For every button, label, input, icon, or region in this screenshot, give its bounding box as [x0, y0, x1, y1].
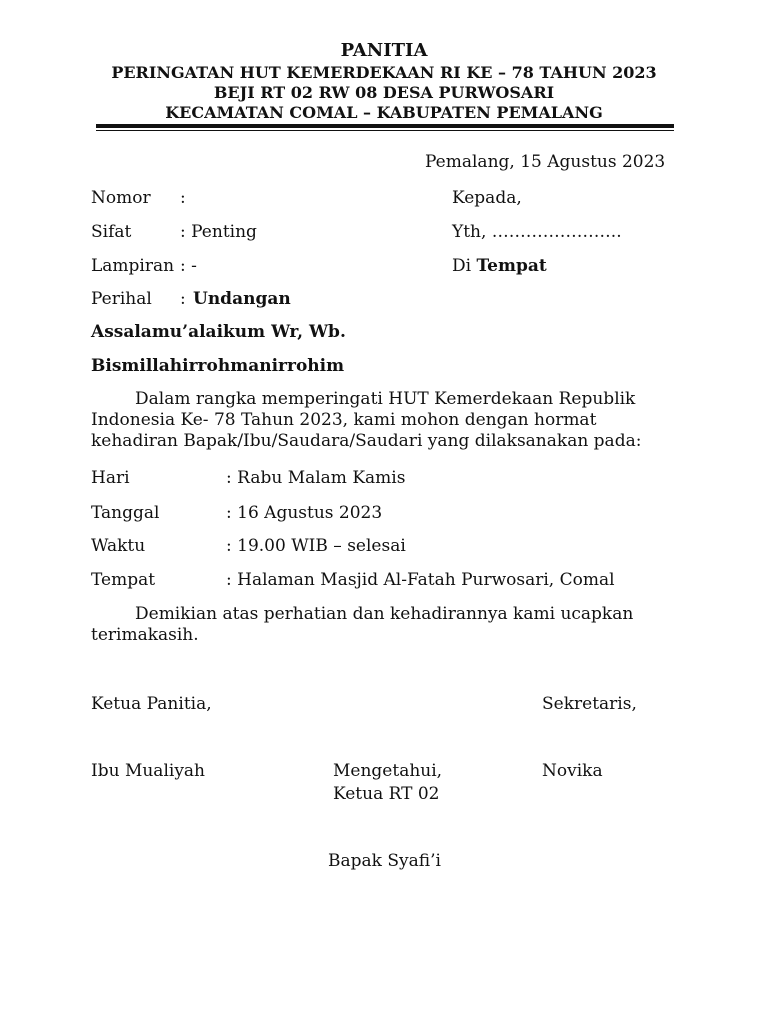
sifat-value: : Penting [180, 222, 257, 242]
recipient-location [452, 256, 547, 276]
recipient-di: Di [452, 256, 472, 276]
recipient-yth: Yth, ………………….. [452, 222, 622, 242]
ketua-title: Ketua Panitia, [91, 694, 212, 714]
waktu-value: : 19.00 WIB – selesai [226, 536, 406, 556]
greeting: Assalamu’alaikum Wr, Wb. [91, 322, 346, 342]
nomor-label: Nomor [91, 188, 151, 208]
hari-value: : Rabu Malam Kamis [226, 468, 406, 488]
ketua-rt-title: Ketua RT 02 [333, 784, 440, 804]
recipient-kepada: Kepada, [452, 188, 522, 208]
sifat-label: Sifat [91, 222, 132, 242]
sekretaris-name: Novika [542, 761, 603, 781]
mengetahui-label: Mengetahui, [333, 761, 443, 781]
ketua-name: Ibu Mualiyah [91, 761, 206, 781]
hari-label: Hari [91, 468, 130, 488]
waktu-label: Waktu [91, 536, 146, 556]
nomor-value: : [180, 188, 186, 208]
letterhead-event: PERINGATAN HUT KEMERDEKAAN RI KE – 78 TAHUN 2023 [111, 63, 657, 82]
letterhead-location: BEJI RT 02 RW 08 DESA PURWOSARI [213, 83, 555, 102]
letterhead-district: KECAMATAN COMAL – KABUPATEN PEMALANG [165, 103, 603, 122]
letterhead-title: PANITIA [340, 40, 428, 61]
basmalah: Bismillahirrohmanirrohim [91, 356, 345, 376]
recipient-tempat: Tempat [476, 256, 547, 276]
tempat-value: : Halaman Masjid Al-Fatah Purwosari, Comal [226, 570, 615, 590]
closing-paragraph: Demikian atas perhatian dan kehadirannya kami ucapkan terimakasih. [91, 604, 634, 645]
perihal-value: Undangan [193, 289, 291, 309]
perihal-label: Perihal [91, 289, 152, 309]
lampiran-value: : - [180, 256, 197, 276]
tempat-label: Tempat [91, 570, 156, 590]
letterhead-divider-thin [96, 130, 674, 131]
tanggal-label: Tanggal [91, 503, 160, 523]
lampiran-label: Lampiran [91, 256, 175, 276]
tanggal-value: : 16 Agustus 2023 [226, 503, 383, 523]
letter-date: Pemalang, 15 Agustus 2023 [425, 152, 666, 172]
rt-name: Bapak Syafi’i [328, 851, 441, 871]
perihal-colon: : [180, 289, 186, 309]
sekretaris-title: Sekretaris, [542, 694, 637, 714]
body-paragraph: Dalam rangka memperingati HUT Kemerdekaan Republik Indonesia Ke- 78 Tahun 2023, kami mohon dengan hormat kehadiran Bapak/Ibu/Saudara/Saudari yang dilaksanakan pada: [91, 389, 642, 451]
letterhead-divider-thick [96, 124, 674, 128]
